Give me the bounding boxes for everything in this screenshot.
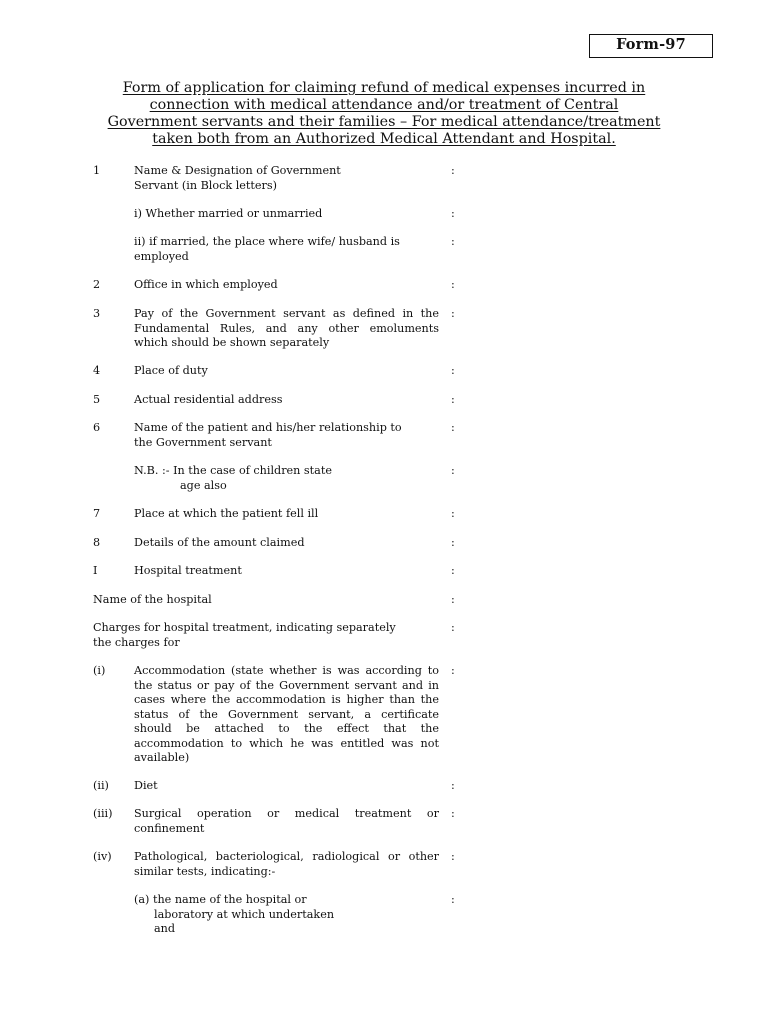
item-label	[134, 164, 439, 193]
label-line: Actual residential address	[134, 393, 283, 406]
item-number: 2	[93, 278, 101, 291]
item-label	[134, 564, 439, 579]
item-colon: :	[451, 536, 455, 549]
title-line-2: connection with medical attendance and/or treatment of Central	[149, 97, 619, 113]
label-line: Details of the amount claimed	[134, 536, 305, 549]
item-colon: :	[451, 278, 455, 291]
item-colon: :	[451, 164, 455, 177]
item-colon: :	[451, 893, 455, 906]
title-line-4: taken both from an Authorized Medical Attendant and Hospital.	[152, 131, 616, 147]
item-number: 7	[93, 507, 101, 520]
label-line: and	[154, 922, 176, 935]
label-line: Name & Designation of Government	[134, 164, 341, 177]
label-line: Servant (in Block letters)	[134, 178, 277, 192]
item-colon: :	[451, 207, 455, 220]
item-number: 4	[93, 364, 101, 377]
item-number: (iv)	[93, 850, 112, 863]
item-number: 8	[93, 536, 101, 549]
item-label	[134, 278, 439, 293]
item-label	[134, 207, 439, 222]
item-number: (i)	[93, 664, 106, 677]
item-colon: :	[451, 464, 455, 477]
label-line: ii) if married, the place where wife/ husband is	[134, 235, 400, 248]
label-line: Office in which employed	[134, 278, 278, 291]
item-colon: :	[451, 621, 455, 634]
item-label	[134, 507, 439, 522]
label-line: Name of the patient and his/her relationship to	[134, 421, 402, 434]
item-label	[134, 536, 439, 551]
item-label	[134, 235, 439, 264]
item-label: Pathological, bacteriological, radiological or other similar tests, indicating:-	[134, 850, 439, 878]
label-line: Hospital treatment	[134, 564, 242, 577]
label-line: Place of duty	[134, 364, 208, 377]
item-number: (ii)	[93, 779, 109, 792]
label-line: Diet	[134, 779, 158, 792]
item-colon: :	[451, 421, 455, 434]
item-colon: :	[451, 564, 455, 577]
item-colon: :	[451, 593, 455, 606]
item-label	[93, 593, 439, 608]
form-title	[60, 80, 708, 148]
label-line: i) Whether married or unmarried	[134, 207, 323, 220]
label-line: the charges for	[93, 635, 180, 649]
item-number: (iii)	[93, 807, 113, 820]
item-colon: :	[451, 850, 455, 863]
form-number: Form-97	[616, 36, 686, 53]
item-colon: :	[451, 664, 455, 677]
title-line-3: Government servants and their families – For medical attendance/treatment	[107, 114, 661, 130]
item-label	[93, 621, 439, 650]
item-number: 3	[93, 307, 101, 320]
item-colon: :	[451, 779, 455, 792]
item-label	[134, 464, 439, 493]
item-label: Pay of the Government servant as defined in the Fundamental Rules, and any other emoluments which should be shown separately	[134, 307, 439, 349]
item-label	[134, 393, 439, 408]
label-line: (a) the name of the hospital or	[134, 893, 307, 906]
item-number: 6	[93, 421, 101, 434]
label-line: employed	[134, 249, 189, 263]
item-label	[134, 893, 439, 937]
item-label	[134, 364, 439, 379]
label-line: the Government servant	[134, 435, 272, 449]
item-colon: :	[451, 393, 455, 406]
item-label	[134, 779, 439, 794]
form-number-box	[589, 34, 713, 58]
item-number: 5	[93, 393, 101, 406]
label-line: Charges for hospital treatment, indicating separately	[93, 621, 396, 634]
item-colon: :	[451, 507, 455, 520]
item-label	[134, 421, 439, 450]
label-line: Name of the hospital	[93, 593, 212, 606]
item-label: Surgical operation or medical treatment or confinement	[134, 807, 439, 835]
label-line: Place at which the patient fell ill	[134, 507, 319, 520]
item-number: 1	[93, 164, 101, 177]
label-line: N.B. :- In the case of children state	[134, 464, 332, 477]
item-colon: :	[451, 807, 455, 820]
label-line: laboratory at which undertaken	[154, 907, 335, 921]
item-colon: :	[451, 235, 455, 248]
label-line: age also	[180, 478, 227, 492]
item-number: I	[93, 564, 98, 577]
item-label: Accommodation (state whether is was according to the status or pay of the Government servant and in cases where the accommodation is higher than the status of the Government servant, a certificate should be attached to the effect that the accommodation to which he was entitled was not available)	[134, 664, 439, 764]
item-colon: :	[451, 307, 455, 320]
item-colon: :	[451, 364, 455, 377]
title-line-1: Form of application for claiming refund of medical expenses incurred in	[122, 80, 646, 96]
